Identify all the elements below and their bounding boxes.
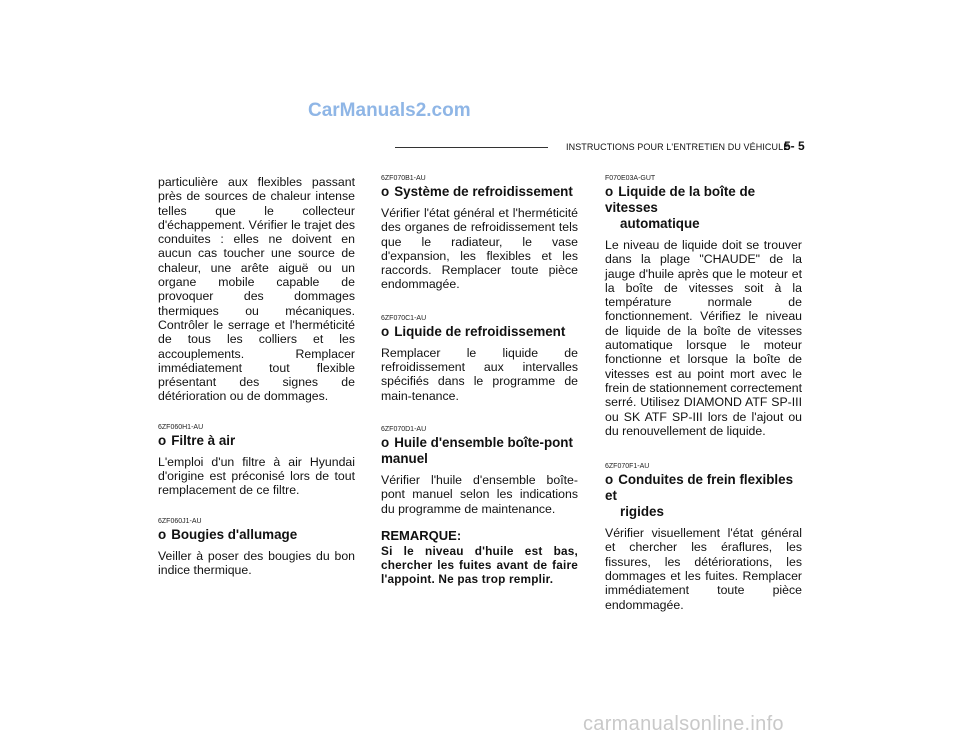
section-text: Le niveau de liquide doit se trouver dans la plage "CHAUDE" de la jauge d'huile après que le moteur et la boîte de vitesses soit à la température normale de fonctionnement. Vérifiez le niveau de liquide de la boîte de vitesses automatique lorsque le moteur fonctionne et lorsque la boîte de vitesses est au point mort avec le frein de stationnement correctement serré. Utilisez DIAMOND ATF SP-III ou SK ATF SP-III lors de l'ajout ou du renouvellement de liquide. xyxy=(605,238,802,438)
carmanuals-watermark: CarManuals2.com xyxy=(308,100,471,121)
section-title: Conduites de frein flexibles et xyxy=(605,472,794,504)
section-code: 6ZF070D1-AU xyxy=(381,425,427,433)
bullet-icon: o xyxy=(158,526,167,542)
section-title-continued: rigides xyxy=(620,504,664,520)
section-brake-lines xyxy=(605,463,802,612)
bullet-icon: o xyxy=(381,323,390,339)
section-code: 6ZF060J1-AU xyxy=(158,517,202,525)
section-title: Liquide de refroidissement xyxy=(394,323,566,339)
section-code: 6ZF070B1-AU xyxy=(381,175,426,182)
section-title: Bougies d'allumage xyxy=(171,526,298,542)
note-title: REMARQUE: xyxy=(381,527,462,543)
section-title-continued: automatique xyxy=(620,216,700,231)
section-title: Liquide de la boîte de vitesses xyxy=(605,184,756,215)
section-code: 6ZF070C1-AU xyxy=(381,314,427,322)
section-automatic-transmission-fluid xyxy=(605,175,802,438)
note-text: Si le niveau d'huile est bas, chercher les fuites avant de faire l'appoint. Ne pas trop remplir. xyxy=(381,543,578,587)
column-2 xyxy=(381,175,578,587)
bullet-icon: o xyxy=(158,432,167,448)
column-3 xyxy=(605,175,802,612)
section-heading xyxy=(605,184,802,232)
section-text: Vérifier visuellement l'état général et chercher les éraflures, les fissures, les détériorations, les dommages et les fuites. Remplacer immédiatement toute pièce endommagée. xyxy=(605,526,802,612)
section-text: L'emploi d'un filtre à air Hyundai d'origine est préconisé lors de tout remplacement de ce filtre. xyxy=(158,454,355,498)
bullet-icon: o xyxy=(605,184,614,199)
section-heading xyxy=(158,527,355,543)
intro-paragraph: particulière aux flexibles passant près de sources de chaleur intense telles que le collecteur d'échappement. Vérifier le trajet des conduites : elles ne doivent en aucun cas toucher une source de chaleur, une arête aiguë ou un organe mobile capable de provoquer des dommages thermiques ou mécaniques. Contrôler le serrage et l'herméticité de tous les colliers et les accouplements. Remplacer immédiatement tout flexible présentant des signes de détérioration ou de dommages. xyxy=(158,175,355,404)
header-rule xyxy=(395,147,548,148)
section-coolant xyxy=(381,315,578,403)
bullet-icon: o xyxy=(605,472,614,488)
section-text: Vérifier l'huile d'ensemble boîte-pont manuel selon les indications du programme de maintenance. xyxy=(381,472,578,516)
section-heading xyxy=(158,433,355,449)
section-code: 6ZF060H1-AU xyxy=(158,423,204,431)
chapter-title: INSTRUCTIONS POUR L'ENTRETIEN DU VÉHICULE xyxy=(566,142,790,152)
section-title: Huile d'ensemble boîte-pont manuel xyxy=(381,434,573,466)
section-title: Système de refroidissement xyxy=(394,184,573,199)
section-text: Remplacer le liquide de refroidissement aux intervalles spécifiés dans le programme de main-tenance. xyxy=(381,345,578,403)
section-title: Filtre à air xyxy=(171,432,236,448)
column-1 xyxy=(158,175,355,577)
section-air-filter xyxy=(158,424,355,498)
section-code: F070E03A-GUT xyxy=(605,175,656,182)
section-heading xyxy=(381,324,578,340)
carmanualsonline-watermark: carmanualsonline.info xyxy=(583,713,784,735)
section-heading xyxy=(381,184,578,200)
page-number: 5- 5 xyxy=(784,139,805,153)
section-text: Veiller à poser des bougies du bon indice thermique. xyxy=(158,548,355,577)
section-spark-plugs xyxy=(158,518,355,578)
section-text: Vérifier l'état général et l'herméticité des organes de refroidissement tels que le radiateur, le vase d'expansion, les flexibles et les raccords. Remplacer toute pièce endommagée. xyxy=(381,206,578,292)
section-heading xyxy=(381,435,578,467)
section-code: 6ZF070F1-AU xyxy=(605,463,650,471)
section-heading xyxy=(605,472,802,520)
bullet-icon: o xyxy=(381,184,390,199)
section-cooling-system xyxy=(381,175,578,292)
bullet-icon: o xyxy=(381,434,390,450)
section-manual-transaxle-oil xyxy=(381,426,578,516)
